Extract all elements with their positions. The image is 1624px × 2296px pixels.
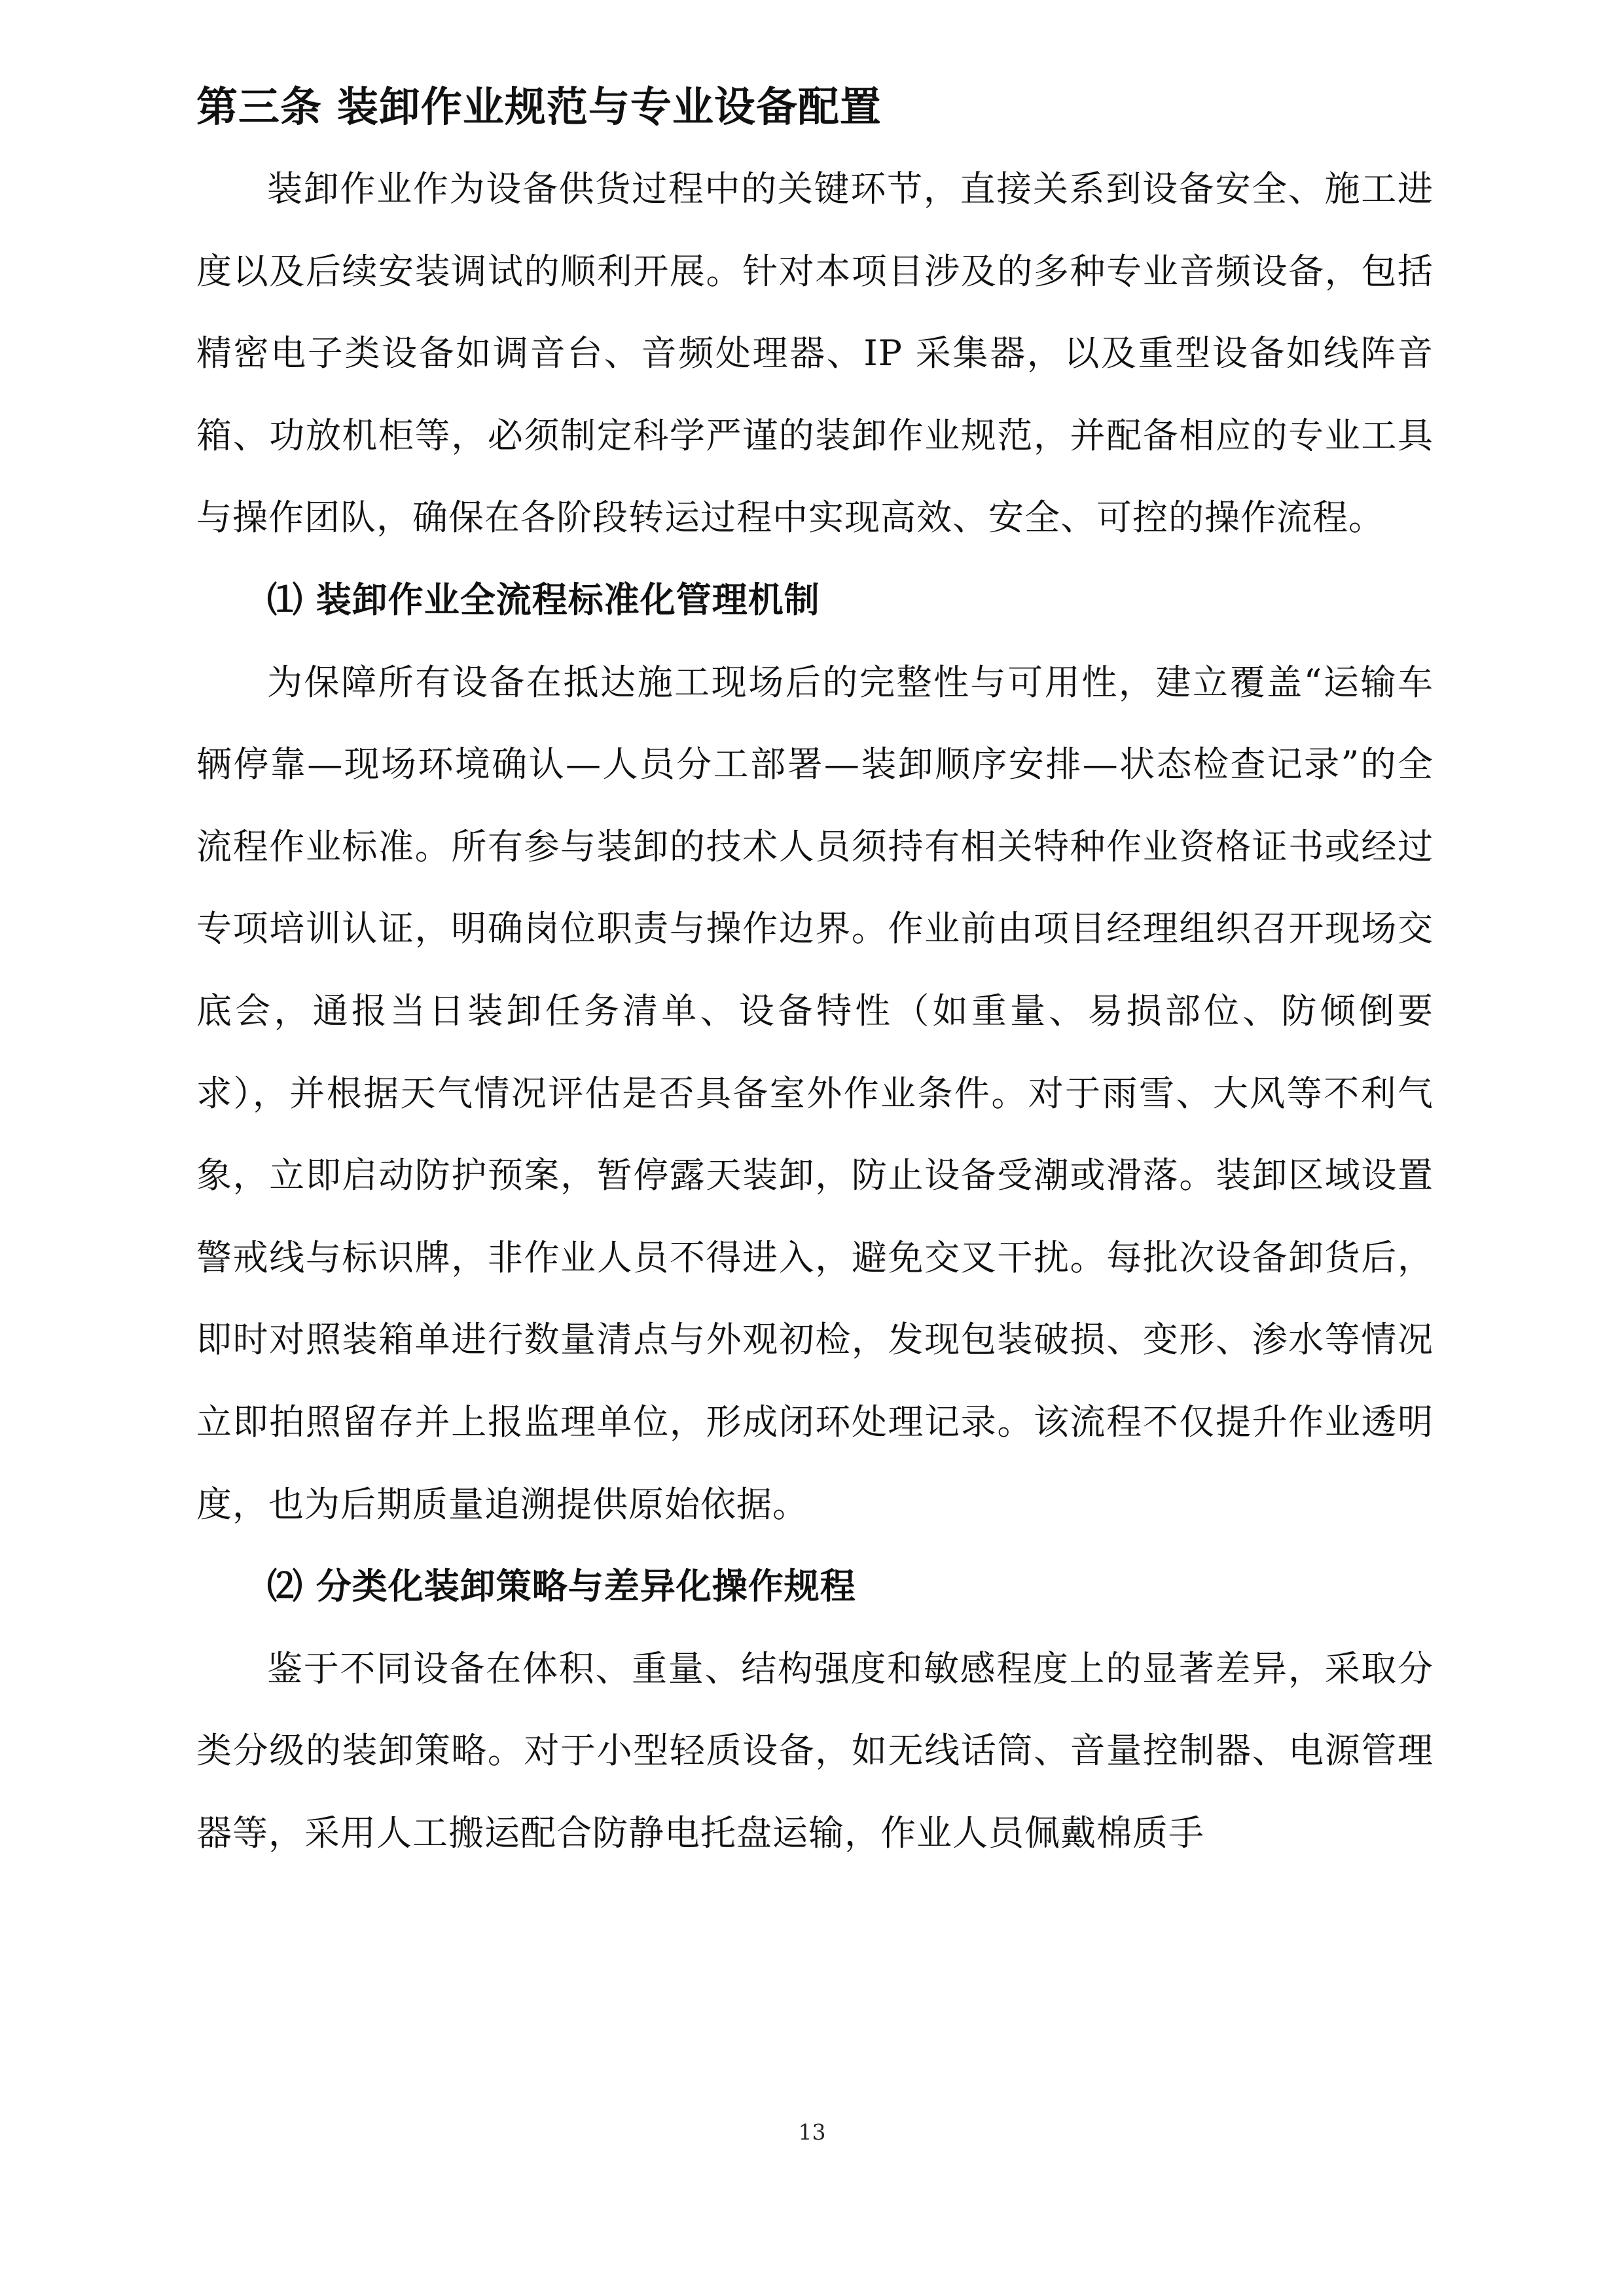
section-2-paragraph: 鉴于不同设备在体积、重量、结构强度和敏感程度上的显著差异，采取分类分级的装卸策略。对于小型轻质设备，如无线话筒、音量控制器、电源管理器等，采用人工搬运配合防静电托盘运输，作业人员佩戴棉质手: [196, 1647, 1434, 1854]
section-1-paragraph: 为保障所有设备在抵达施工现场后的完整性与可用性，建立覆盖“运输车辆停靠—现场环境确认—人员分工部署—装卸顺序安排—状态检查记录”的全流程作业标准。所有参与装卸的技术人员须持有相关特种作业资格证书或经过专项培训认证，明确岗位职责与操作边界。作业前由项目经理组织召开现场交底会，通报当日装卸任务清单、设备特性（如重量、易损部位、防倾倒要求），并根据天气情况评估是否具备室外作业条件。对于雨雪、大风等不利气象，立即启动防护预案，暂停露天装卸，防止设备受潮或滑落。装卸区域设置警戒线与标识牌，非作业人员不得进入，避免交叉干扰。每批次设备卸货后，即时对照装箱单进行数量清点与外观初检，发现包装破损、变形、渗水等情况立即拍照留存并上报监理单位，形成闭环处理记录。该流程不仅提升作业透明度，也为后期质量追溯提供原始依据。: [196, 661, 1434, 1525]
section-2-heading: ⑵ 分类化装卸策略与差异化操作规程: [267, 1565, 856, 1607]
article-title: 第三条 装卸作业规范与专业设备配置: [196, 82, 882, 131]
page-number: 13: [798, 2119, 826, 2145]
document-page: [196, 65, 1434, 1874]
intro-paragraph: 装卸作业作为设备供货过程中的关键环节，直接关系到设备安全、施工进度以及后续安装调试的顺利开展。针对本项目涉及的多种专业音频设备，包括精密电子类设备如调音台、音频处理器、IP 采集器，以及重型设备如线阵音箱、功放机柜等，必须制定科学严谨的装卸作业规范，并配备相应的专业工具与操作团队，确保在各阶段转运过程中实现高效、安全、可控的操作流程。: [196, 168, 1434, 539]
section-1-heading: ⑴ 装卸作业全流程标准化管理机制: [267, 578, 820, 620]
